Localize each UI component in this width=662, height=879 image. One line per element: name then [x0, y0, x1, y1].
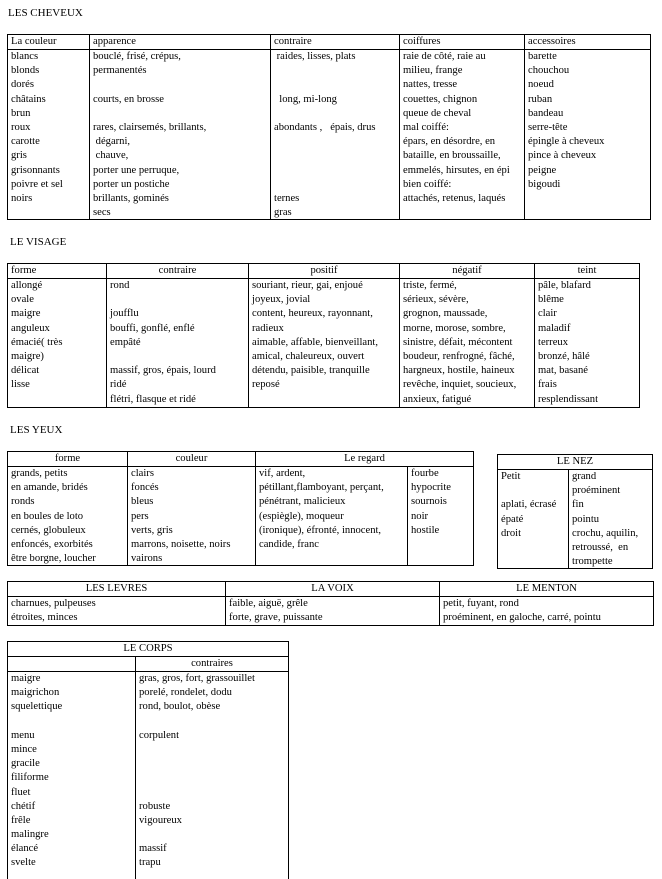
column-couleur [8, 35, 89, 219]
list-item: maigrichon [11, 687, 60, 699]
list-item: emmelés, hirsutes, en épi [403, 164, 510, 176]
column-header: La couleur [11, 36, 57, 47]
column-header: accessoires [528, 36, 576, 47]
cell-list [11, 50, 88, 206]
cell-list [229, 597, 438, 625]
list-item: revêche, inquiet, soucieux, [403, 379, 517, 391]
list-item: (espiègle), moqueur [259, 510, 344, 522]
cell-list [139, 672, 287, 871]
list-item: aplati, écrasé [501, 499, 557, 511]
cell-list [252, 279, 398, 393]
cell-list [110, 279, 247, 407]
list-item: dorés [11, 79, 34, 91]
list-item: rares, clairsemés, brillants, [93, 121, 207, 133]
cell-list [403, 50, 523, 206]
column-header: coiffures [403, 36, 441, 47]
column-forme [8, 264, 106, 407]
column-header: Le regard [344, 453, 385, 464]
list-item: ronds [11, 496, 35, 508]
list-item: petit, fuyant, rond [443, 598, 519, 609]
list-item: émacié( très [11, 336, 63, 348]
list-item: bigoudi [528, 178, 561, 190]
table-corps [7, 641, 289, 879]
table-visage [7, 263, 640, 408]
list-item: corpulent [139, 729, 180, 741]
list-item: fluet [11, 786, 31, 798]
list-item: (ironique), éfronté, innocent, [259, 524, 382, 536]
list-item: foncés [131, 482, 159, 494]
column-teint [534, 264, 639, 407]
list-item: permanentés [93, 65, 147, 77]
cell-list [93, 50, 269, 220]
column-positif [248, 264, 399, 407]
column-contraire [106, 264, 248, 407]
list-item: radieux [252, 322, 284, 334]
list-item: content, heureux, rayonnant, [252, 308, 373, 320]
list-item: svelte [11, 857, 36, 869]
list-item: carotte [11, 136, 40, 148]
list-item: vairons [131, 553, 163, 565]
list-item: maladif [538, 322, 571, 334]
list-item: triste, fermé, [403, 280, 457, 291]
list-item: dégarni, [93, 136, 131, 148]
list-item: proéminent [572, 485, 621, 497]
list-item: anxieux, fatigué [403, 393, 472, 405]
list-item: candide, franc [259, 538, 319, 550]
cell-list [259, 467, 409, 552]
list-item: bataille, en broussaille, [403, 150, 501, 162]
list-item: amical, chaleureux, ouvert [252, 350, 365, 362]
column-contraire [270, 35, 399, 219]
list-item: malingre [11, 829, 49, 841]
list-item [93, 107, 269, 121]
table-levres-voix-menton [7, 581, 654, 626]
list-item: faible, aiguë, grêle [229, 598, 308, 609]
list-item: pénétrant, malicieux [259, 496, 346, 508]
list-item: porter une perruque, [93, 164, 180, 176]
list-item: grands, petits [11, 468, 68, 479]
list-item: hypocrite [411, 482, 452, 494]
list-item: abondants , épais, drus [274, 121, 376, 133]
list-item: détendu, paisible, tranquille [252, 365, 370, 377]
list-item: frais [538, 379, 557, 391]
list-item: joyeux, jovial [252, 294, 311, 306]
column-header: forme [11, 265, 37, 276]
section-title-cheveux: LES CHEVEUX [8, 7, 83, 19]
list-item: porelé, rondelet, dodu [139, 687, 232, 699]
list-item: anguleux [11, 322, 50, 334]
list-item: retroussé, en [572, 541, 629, 553]
cell-list [11, 672, 134, 871]
table-yeux [7, 451, 474, 566]
list-item: morne, morose, sombre, [403, 322, 506, 334]
list-item [139, 786, 287, 800]
list-item: bandeau [528, 107, 564, 119]
list-item [274, 78, 398, 92]
list-item: vigoureux [139, 814, 182, 826]
list-item: bleus [131, 496, 154, 508]
list-item: brillants, gominés [93, 192, 169, 204]
list-item: serre-tête [528, 121, 568, 133]
list-item: en boules de loto [11, 510, 84, 522]
list-item: filiforme [11, 772, 49, 784]
list-item: chouchou [528, 65, 570, 77]
cell-list [501, 470, 567, 541]
list-item: massif, gros, épais, lourd [110, 365, 216, 377]
column-forme [8, 452, 127, 565]
list-item: noeud [528, 79, 554, 91]
list-item: pince à cheveux [528, 150, 597, 162]
list-item: Petit [501, 471, 521, 482]
list-item: être borgne, loucher [11, 553, 96, 565]
list-item: sinistre, défait, mécontent [403, 336, 513, 348]
column-header: contraires [191, 658, 233, 669]
list-item: verts, gris [131, 524, 173, 536]
column-regard [255, 452, 473, 565]
cell-list [572, 470, 651, 569]
list-item: mal coiffé: [403, 121, 449, 133]
list-item: trapu [139, 857, 161, 869]
column-header [8, 657, 135, 671]
list-item: courts, en brosse [93, 93, 164, 105]
list-item: élancé [11, 843, 39, 855]
list-item: pointu [572, 513, 600, 525]
list-item [139, 757, 287, 771]
column-regard-negatif [407, 467, 473, 565]
list-item: gris [11, 150, 27, 162]
cell-list [11, 597, 224, 625]
list-item: proéminent, en galoche, carré, pointu [443, 612, 601, 624]
column-header: apparence [93, 36, 136, 47]
list-item: reposé [252, 379, 280, 391]
column-header: couleur [175, 453, 208, 464]
column-header: contraire [158, 265, 197, 276]
list-item: empâté [110, 336, 141, 348]
list-item [274, 64, 398, 78]
list-item: aimable, affable, bienveillant, [252, 336, 378, 348]
list-item: terreux [538, 336, 568, 348]
list-item: épingle à cheveux [528, 136, 605, 148]
table-title: LE CORPS [123, 643, 173, 654]
column-header: positif [310, 265, 338, 276]
list-item: chauve, [93, 150, 129, 162]
list-item: gras, gros, fort, grassouillet [139, 673, 255, 684]
list-item: grand [572, 471, 597, 482]
list-item: maigre [11, 308, 41, 320]
list-item: chétif [11, 800, 36, 812]
list-item: hargneux, hostile, haineux [403, 365, 515, 377]
cell-list [443, 597, 652, 625]
table-title: LE NEZ [556, 456, 594, 467]
list-item: resplendissant [538, 393, 599, 405]
list-item: raie de côté, raie au [403, 51, 486, 62]
list-item: grognon, maussade, [403, 308, 488, 320]
list-item: trompette [572, 556, 613, 568]
list-item: milieu, frange [403, 65, 463, 77]
list-item: ruban [528, 93, 553, 105]
list-item: blancs [11, 51, 39, 62]
list-item [93, 78, 269, 92]
list-item: gras [274, 207, 292, 219]
list-item: menu [11, 729, 35, 741]
cell-list [411, 467, 472, 538]
list-item [139, 828, 287, 842]
column-apparence [89, 35, 270, 219]
column-negatif [399, 264, 534, 407]
list-item: souriant, rieur, gai, enjoué [252, 280, 363, 291]
list-item: rond [110, 280, 130, 291]
list-item: en amande, bridés [11, 482, 88, 494]
list-item: crochu, aquilin, [572, 527, 639, 539]
column-nez-right [568, 470, 652, 568]
list-item: fin [572, 499, 584, 511]
column-header: teint [577, 265, 597, 276]
column-header: LA VOIX [311, 583, 354, 594]
list-item: squelettique [11, 701, 63, 713]
list-item: cernés, globuleux [11, 524, 86, 536]
list-item: roux [11, 121, 31, 133]
list-item: raides, lisses, plats [274, 51, 356, 62]
list-item: enfoncés, exorbités [11, 538, 93, 550]
table-cheveux [7, 34, 651, 220]
list-item: marrons, noisette, noirs [131, 538, 231, 550]
cell-list [403, 279, 533, 407]
list-item: noirs [11, 192, 33, 204]
list-item: clair [538, 308, 557, 320]
column-header: forme [54, 453, 81, 464]
list-item: lisse [11, 379, 30, 391]
list-item: délicat [11, 365, 40, 377]
column-header: négatif [452, 265, 482, 276]
list-item: bronzé, hâlé [538, 350, 590, 362]
list-item: sérieux, sévère, [403, 294, 469, 306]
list-item: pâle, blafard [538, 280, 591, 291]
cell-list [274, 50, 398, 220]
list-item [274, 135, 398, 149]
list-item: blonds [11, 65, 40, 77]
list-item: épars, en désordre, en [403, 136, 496, 148]
list-item [274, 149, 398, 163]
list-item: étroites, minces [11, 612, 78, 624]
list-item: peigne [528, 164, 557, 176]
list-item: grisonnants [11, 164, 60, 176]
list-item: gracile [11, 758, 40, 770]
list-item: massif [139, 843, 167, 855]
cell-list [528, 50, 649, 192]
list-item [274, 164, 398, 178]
list-item [110, 293, 247, 307]
list-item: blême [538, 294, 564, 306]
list-item: charnues, pulpeuses [11, 598, 96, 609]
cell-list [11, 279, 105, 393]
list-item: hostile [411, 524, 440, 536]
list-item [139, 743, 287, 757]
list-item: brun [11, 107, 31, 119]
list-item: long, mi-long [274, 93, 337, 105]
column-coiffures [399, 35, 524, 219]
list-item [110, 350, 247, 364]
section-title-yeux: LES YEUX [10, 424, 63, 436]
section-title-visage: LE VISAGE [10, 236, 67, 248]
column-corps [8, 657, 135, 879]
column-contraires [135, 657, 288, 879]
list-item: allongé [11, 280, 43, 291]
column-levres [8, 582, 225, 625]
list-item: droit [501, 527, 522, 539]
list-item: boudeur, renfrogné, fâché, [403, 350, 515, 362]
list-item: poivre et sel [11, 178, 63, 190]
list-item: pers [131, 510, 149, 522]
table-nez [497, 454, 653, 569]
list-item: secs [93, 207, 111, 219]
cell-list [538, 279, 638, 407]
list-item: robuste [139, 800, 171, 812]
list-item [274, 107, 398, 121]
list-item: rond, boulot, obèse [139, 701, 221, 713]
list-item: noir [411, 510, 429, 522]
list-item: châtains [11, 93, 46, 105]
list-item: mat, basané [538, 365, 589, 377]
list-item: bouffi, gonflé, enflé [110, 322, 195, 334]
list-item: épaté [501, 513, 524, 525]
list-item: bien coiffé: [403, 178, 452, 190]
list-item [139, 715, 287, 729]
list-item: clairs [131, 468, 154, 479]
list-item [501, 484, 567, 498]
column-couleur [127, 452, 255, 565]
list-item: ovale [11, 294, 34, 306]
list-item: maigre) [11, 350, 44, 362]
list-item: joufflu [110, 308, 139, 320]
list-item: barette [528, 51, 557, 62]
column-accessoires [524, 35, 650, 219]
list-item: sournois [411, 496, 447, 508]
list-item: vif, ardent, [259, 468, 306, 479]
cell-list [131, 467, 254, 566]
list-item: forte, grave, puissante [229, 612, 323, 624]
list-item: mince [11, 743, 37, 755]
list-item: nattes, tresse [403, 79, 458, 91]
list-item: pétillant,flamboyant, perçant, [259, 482, 384, 494]
list-item: queue de cheval [403, 107, 472, 119]
column-voix [225, 582, 439, 625]
list-item: frêle [11, 814, 31, 826]
column-menton [439, 582, 653, 625]
list-item: ternes [274, 192, 300, 204]
cell-list [11, 467, 126, 566]
column-header: LE MENTON [516, 583, 577, 594]
list-item [274, 178, 398, 192]
list-item: fourbe [411, 468, 439, 479]
list-item: attachés, retenus, laqués [403, 192, 506, 204]
list-item [11, 715, 134, 729]
list-item: porter un postiche [93, 178, 170, 190]
list-item: couettes, chignon [403, 93, 478, 105]
list-item: ridé [110, 379, 127, 391]
column-header: LES LEVRES [85, 583, 148, 594]
column-nez-left [498, 470, 568, 568]
column-header: contraire [274, 36, 312, 47]
list-item: flétri, flasque et ridé [110, 393, 196, 405]
list-item: maigre [11, 673, 41, 684]
list-item [139, 771, 287, 785]
list-item: bouclé, frisé, crépus, [93, 51, 181, 62]
